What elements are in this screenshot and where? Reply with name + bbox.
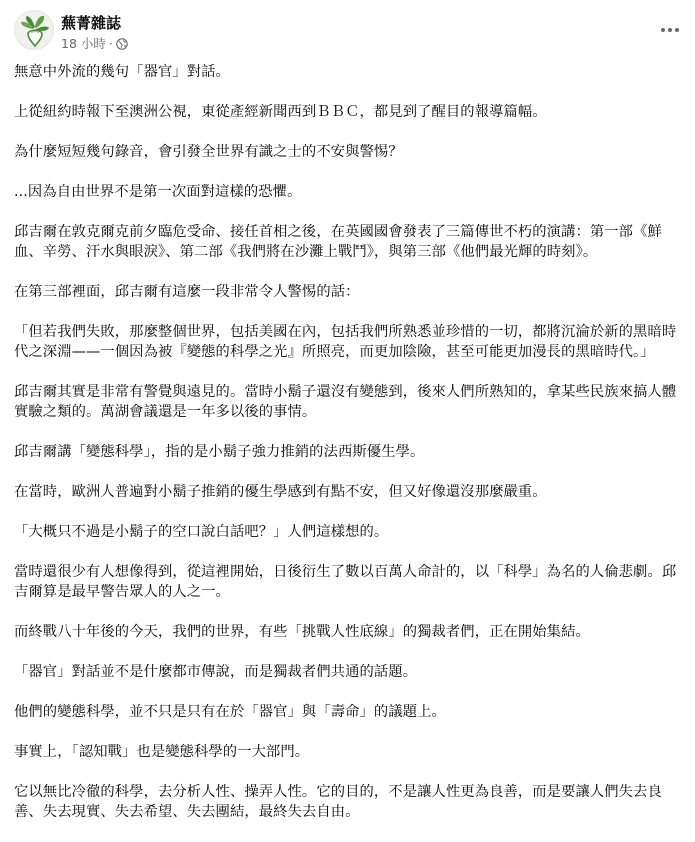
post-paragraph: 「但若我們失敗，那麼整個世界，包括美國在內，包括我們所熟悉並珍惜的一切，都將沉淪於新的黑暗時代之深淵——一個因為被『變態的科學之光』所照亮，而更加陰險，甚至可能更加漫長的黑暗時代。」 bbox=[14, 324, 677, 360]
post-paragraph: 上從紐約時報下至澳洲公視，東從產經新聞西到ＢＢＣ，都見到了醒目的報導篇幅。 bbox=[14, 104, 547, 120]
post-paragraph: 在當時，歐洲人普遍對小鬍子推銷的優生學感到有點不安，但又好像還沒那麼嚴重。 bbox=[14, 484, 547, 500]
post-paragraph: 它以無比冷徹的科學，去分析人性、操弄人性。它的目的，不是讓人性更為良善，而是要讓人們失去良善、失去現實、失去希望、失去團結，最終失去自由。 bbox=[14, 784, 662, 820]
post-paragraph: 在第三部裡面，邱吉爾有這麼一段非常令人警惕的話： bbox=[14, 284, 360, 300]
post-paragraph: 無意中外流的幾句「器官」對話。 bbox=[14, 64, 230, 80]
turnip-logo-icon bbox=[18, 14, 52, 48]
post-paragraph: 邱吉爾講「變態科學」，指的是小鬍子強力推銷的法西斯優生學。 bbox=[14, 444, 425, 460]
post-paragraph: 事實上，「認知戰」也是變態科學的一大部門。 bbox=[14, 744, 310, 760]
post-time[interactable]: 18 小時 bbox=[61, 36, 106, 51]
post-paragraph: 而終戰八十年後的今天，我們的世界，有些「挑戰人性底線」的獨裁者們，正在開始集結。 bbox=[14, 624, 590, 640]
post-paragraph: 「器官」對話並不是什麼都市傳說，而是獨裁者們共通的話題。 bbox=[14, 664, 418, 680]
page-name[interactable]: 蕪菁雜誌 bbox=[61, 14, 122, 32]
post-paragraph: 邱吉爾在敦克爾克前夕臨危受命、接任首相之後，在英國國會發表了三篇傳世不朽的演講：第一部《鮮血、辛勞、汗水與眼淚》、第二部《我們將在沙灘上戰鬥》，與第三部《他們最光輝的時刻》。 bbox=[14, 224, 662, 260]
more-horizontal-icon bbox=[660, 27, 680, 33]
post-paragraph: 「大概只不過是小鬍子的空口說白話吧？」人們這樣想的。 bbox=[14, 524, 389, 540]
meta-separator: · bbox=[108, 35, 113, 51]
post-paragraph: 當時還很少有人想像得到，從這裡開始，日後衍生了數以百萬人命計的，以「科學」為名的人倫悲劇。邱吉爾算是最早警告眾人的人之一。 bbox=[14, 564, 677, 600]
avatar[interactable] bbox=[14, 10, 54, 50]
post-paragraph: 為什麼短短幾句錄音，會引發全世界有識之士的不安與警惕？ bbox=[14, 144, 403, 160]
post-header bbox=[14, 10, 684, 56]
post-paragraph: ...因為自由世界不是第一次面對這樣的恐懼。 bbox=[14, 184, 302, 200]
post-paragraph: 邱吉爾其實是非常有警覺與遠見的。當時小鬍子還沒有變態到，後來人們所熟知的，拿某些民族來搞人體實驗之類的。萬湖會議還是一年多以後的事情。 bbox=[14, 384, 677, 420]
more-options-button[interactable] bbox=[656, 16, 684, 44]
post-paragraph: 他們的變態科學，並不只是只有在於「器官」與「壽命」的議題上。 bbox=[14, 704, 446, 720]
globe-icon bbox=[116, 38, 128, 50]
post-meta bbox=[61, 34, 128, 52]
post-content bbox=[14, 62, 686, 842]
